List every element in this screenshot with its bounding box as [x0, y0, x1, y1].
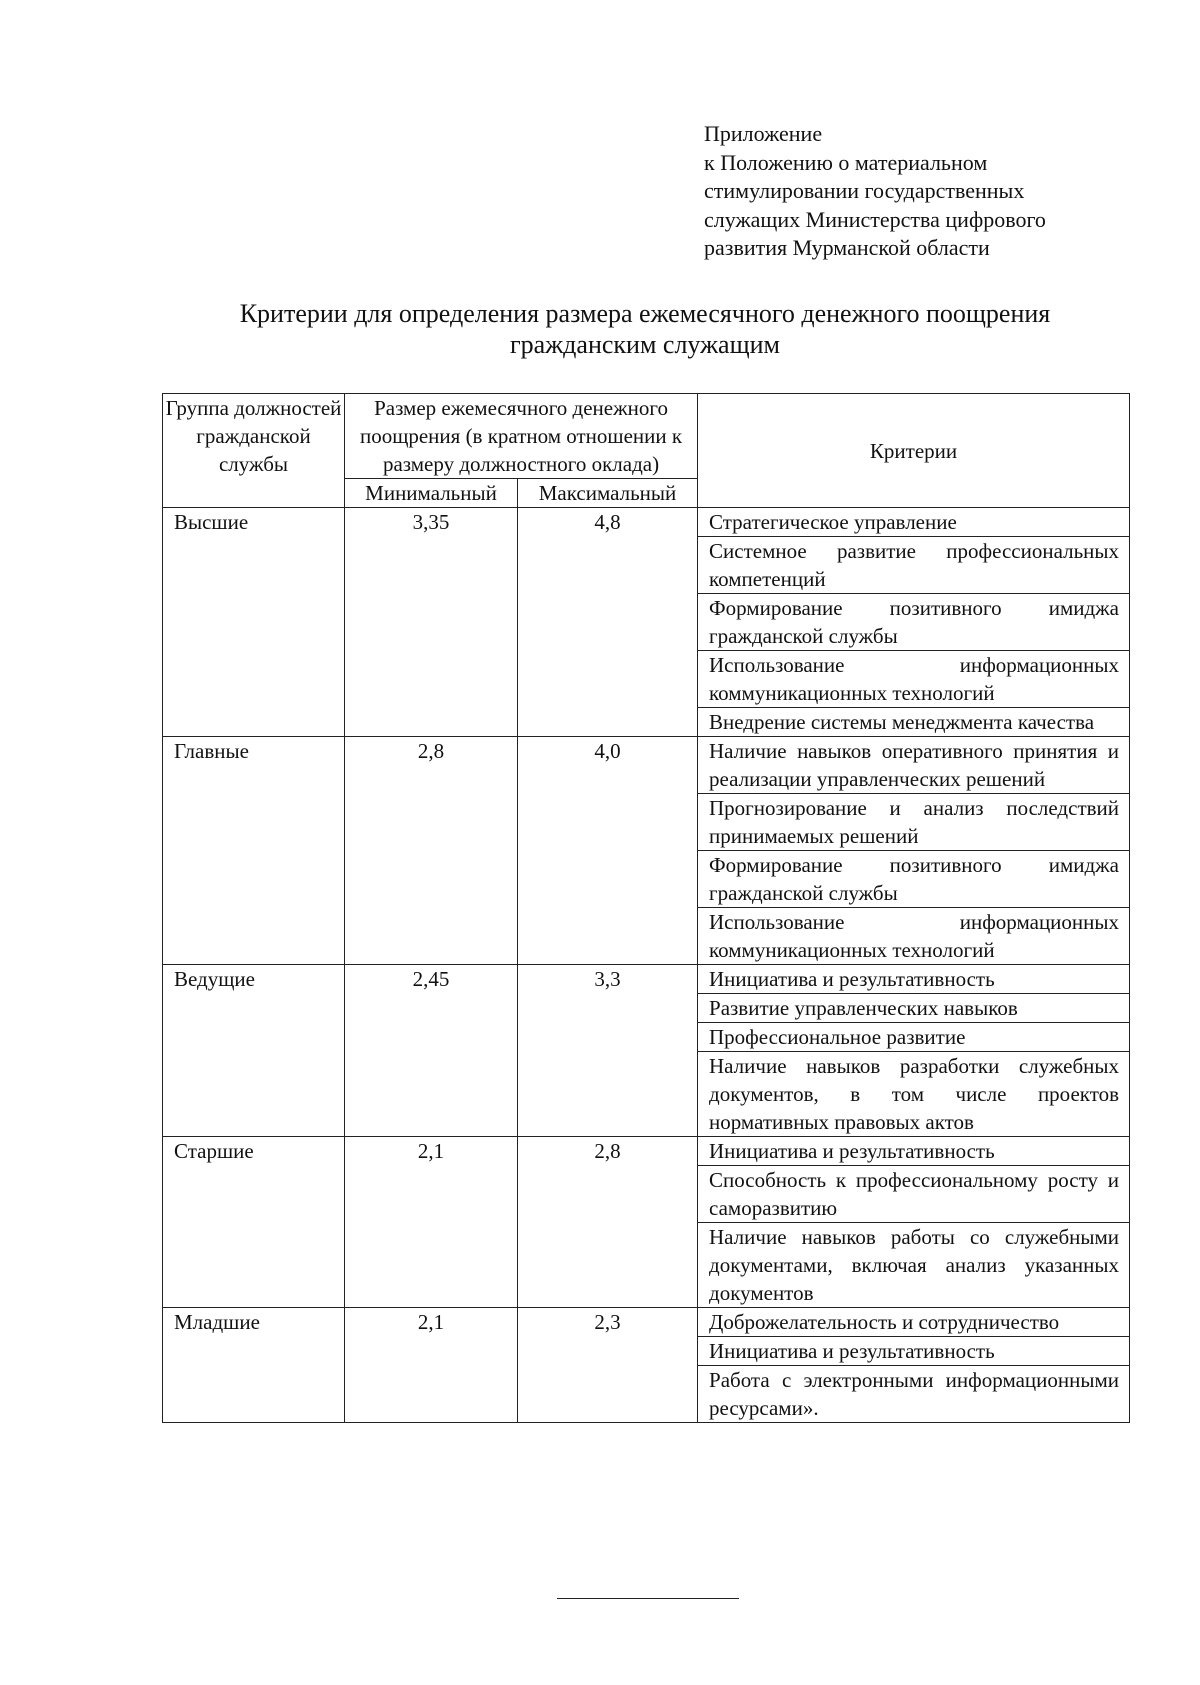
- max-value: 2,8: [518, 1137, 698, 1308]
- title-line-2: гражданским служащим: [510, 330, 780, 359]
- table-row: [163, 737, 1130, 965]
- criterion-item: Формирование позитивного имиджа гражданской службы: [698, 851, 1129, 908]
- table-row: [163, 965, 1130, 1137]
- appendix-block: [704, 120, 1046, 263]
- group-cell: Ведущие: [163, 965, 345, 1137]
- header-min: Минимальный: [345, 479, 518, 508]
- end-rule: [557, 1598, 739, 1599]
- group-cell: Главные: [163, 737, 345, 965]
- criterion-item: Наличие навыков оперативного принятия и реализации управленческих решений: [698, 737, 1129, 794]
- criteria-cell: [698, 737, 1130, 965]
- min-value: 2,1: [345, 1137, 518, 1308]
- criterion-item: Наличие навыков работы со служебными документами, включая анализ указанных документов: [709, 1225, 1120, 1305]
- criterion-item: Инициатива и результативность: [698, 1137, 1129, 1166]
- group-cell: Высшие: [163, 508, 345, 737]
- criterion-item: Системное развитие профессиональных компетенций: [698, 537, 1129, 594]
- appendix-line: к Положению о материальном: [704, 149, 988, 175]
- header-size: Размер ежемесячного денежного поощрения (в кратном отношении к размеру должностного оклада): [345, 394, 698, 479]
- max-value: 4,8: [518, 508, 698, 737]
- criteria-cell: [698, 1137, 1130, 1308]
- criterion-item: Способность к профессиональному росту и саморазвитию: [698, 1166, 1129, 1223]
- appendix-line: развития Мурманской области: [704, 235, 990, 260]
- header-group: Группа должностей гражданской службы: [163, 394, 345, 508]
- min-value: 2,45: [345, 965, 518, 1137]
- criterion-item: Инициатива и результативность: [698, 1337, 1129, 1366]
- criteria-cell: [698, 965, 1130, 1137]
- table-header-row: [163, 394, 1130, 479]
- criterion-item: Инициатива и результативность: [698, 965, 1129, 994]
- criteria-table: [162, 393, 1130, 1423]
- group-cell: Старшие: [163, 1137, 345, 1308]
- min-value: 3,35: [345, 508, 518, 737]
- table-row: [163, 1308, 1130, 1423]
- max-value: 2,3: [518, 1308, 698, 1423]
- min-value: 2,1: [345, 1308, 518, 1423]
- group-cell: Младшие: [163, 1308, 345, 1423]
- criterion-item: Стратегическое управление: [698, 508, 1129, 537]
- criterion-item: Использование информационных коммуникационных технологий: [709, 910, 1120, 962]
- criterion-item: Наличие навыков разработки служебных документов, в том числе проектов нормативных правовых актов: [709, 1054, 1120, 1134]
- criterion-item: Работа с электронными информационными ресурсами».: [709, 1368, 1120, 1420]
- criterion-item: Формирование позитивного имиджа гражданской службы: [698, 594, 1129, 651]
- criterion-item: Использование информационных коммуникационных технологий: [698, 651, 1129, 708]
- criteria-cell: [698, 1308, 1130, 1423]
- table-row: [163, 1137, 1130, 1308]
- criterion-item: Профессиональное развитие: [698, 1023, 1129, 1052]
- title-line-1: Критерии для определения размера ежемесячного денежного поощрения: [239, 299, 1051, 328]
- criterion-item: Доброжелательность и сотрудничество: [698, 1308, 1129, 1337]
- header-max: Максимальный: [518, 479, 698, 508]
- max-value: 4,0: [518, 737, 698, 965]
- criterion-item: Развитие управленческих навыков: [698, 994, 1129, 1023]
- criterion-item: Внедрение системы менеджмента качества: [709, 710, 1095, 734]
- appendix-line: Приложение: [704, 121, 823, 146]
- header-criteria: Критерии: [698, 394, 1130, 508]
- max-value: 3,3: [518, 965, 698, 1137]
- document-title: [160, 298, 1130, 360]
- criteria-cell: [698, 508, 1130, 737]
- table-row: [163, 508, 1130, 737]
- appendix-line: стимулировании государственных: [704, 178, 1025, 203]
- appendix-line: служащих Министерства цифрового: [704, 206, 1046, 232]
- criterion-item: Прогнозирование и анализ последствий принимаемых решений: [698, 794, 1129, 851]
- min-value: 2,8: [345, 737, 518, 965]
